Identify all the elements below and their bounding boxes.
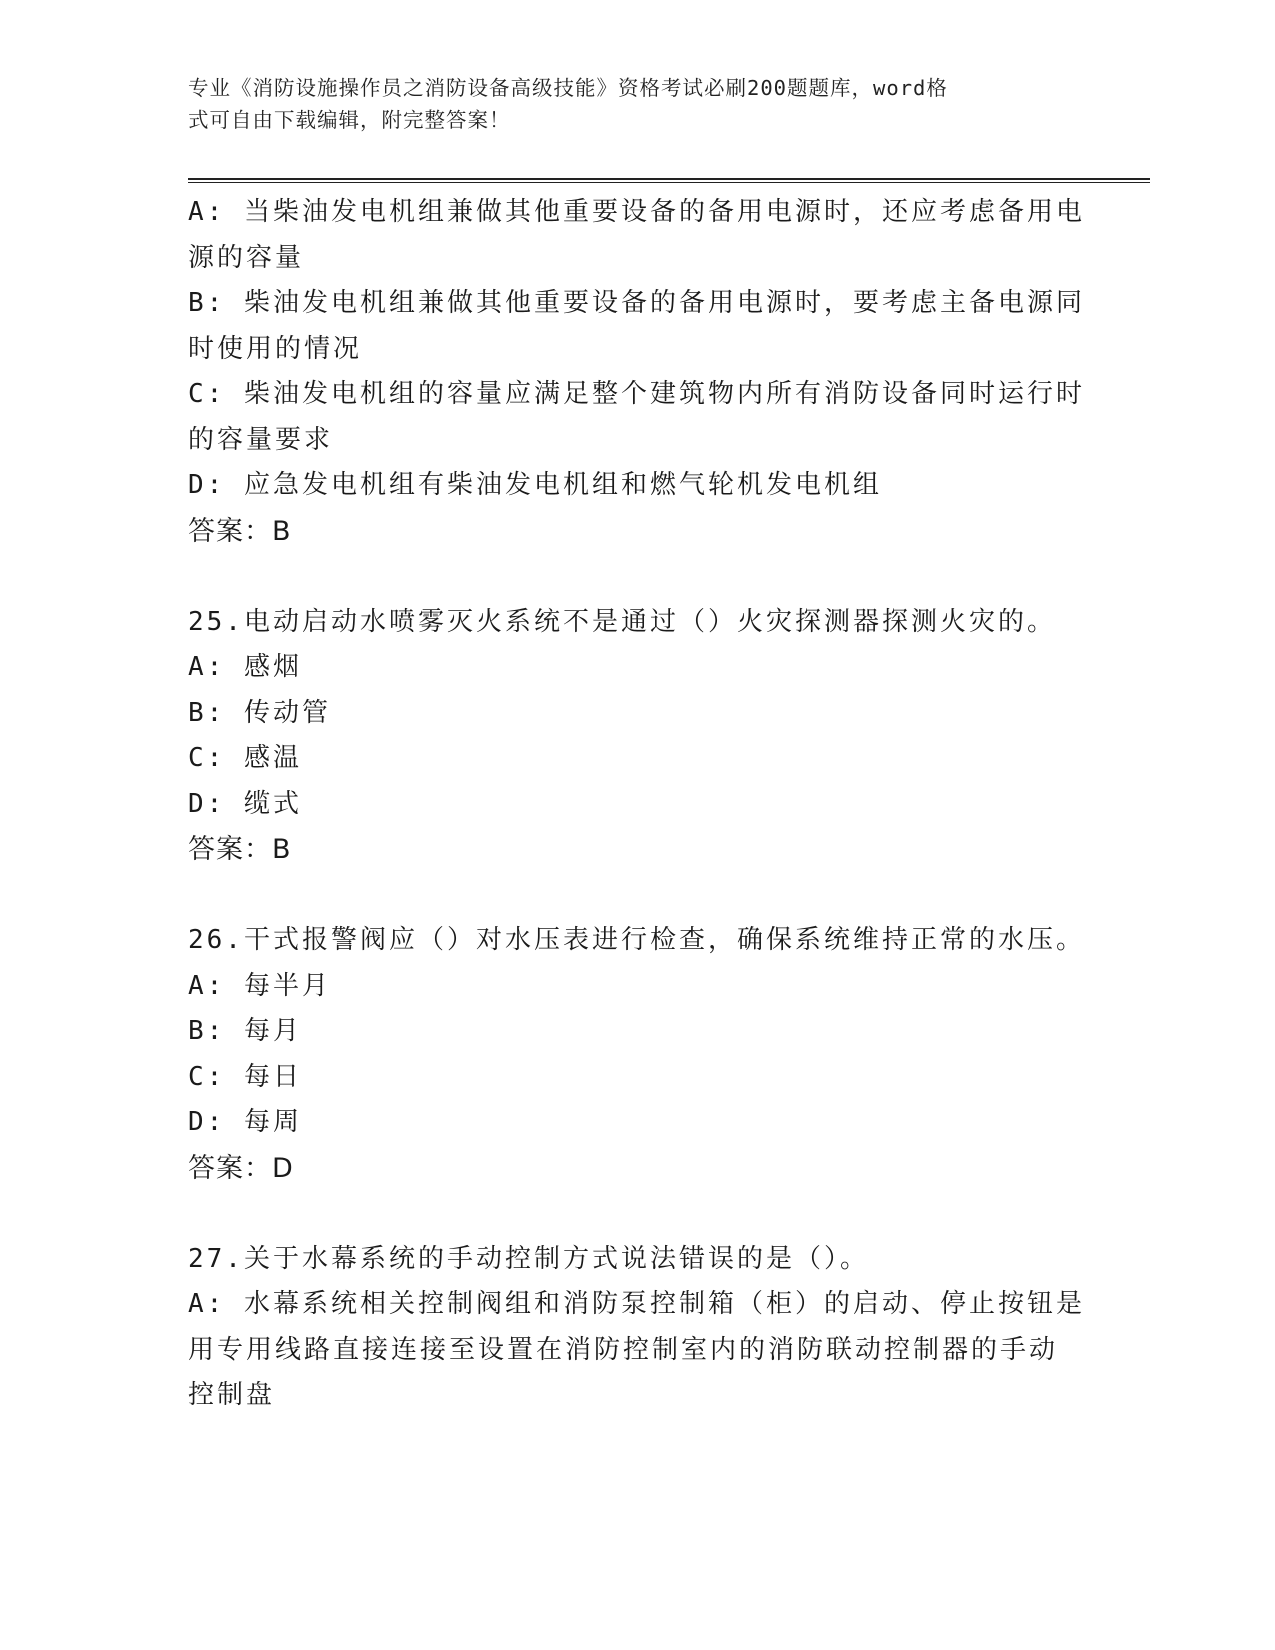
option-d: D: 缆式 (188, 788, 302, 819)
question-stem: 27.关于水幕系统的手动控制方式说法错误的是（）。 (188, 1243, 869, 1274)
spacer (188, 873, 1088, 919)
header-divider (188, 178, 1150, 183)
answer: 答案：D (188, 1152, 294, 1184)
spacer (188, 1191, 1088, 1237)
option-d: D: 应急发电机组有柴油发电机组和燃气轮机发电机组 (188, 470, 882, 500)
option-a-line-3: 控制盘 (188, 1380, 276, 1410)
header-line-1: 专业《消防设施操作员之消防设备高级技能》资格考试必刷200题题库，word格 (188, 76, 948, 100)
option-b-line-2: 时使用的情况 (188, 333, 363, 364)
question-25 (188, 600, 1088, 873)
option-c: C: 感温 (188, 743, 302, 773)
question-27 (188, 1237, 1088, 1419)
option-b: B: 每月 (188, 1016, 302, 1046)
question-24 (188, 190, 1088, 554)
option-a-line-2: 源的容量 (188, 242, 305, 273)
spacer (188, 554, 1088, 600)
question-26 (188, 918, 1088, 1191)
question-stem: 25.电动启动水喷雾灭火系统不是通过（）火灾探测器探测火灾的。 (188, 606, 1056, 637)
option-c-line-2: 的容量要求 (188, 424, 334, 455)
option-a: A: 每半月 (188, 970, 331, 1001)
option-a-line-1: A: 当柴油发电机组兼做其他重要设备的备用电源时，还应考虑备用电 (188, 197, 1085, 227)
header-line-2: 式可自由下载编辑，附完整答案！ (188, 108, 511, 132)
answer: 答案：B (188, 834, 292, 865)
option-b-line-1: B: 柴油发电机组兼做其他重要设备的备用电源时，要考虑主备电源同 (188, 288, 1085, 318)
answer: 答案：B (188, 515, 292, 547)
option-d: D: 每周 (188, 1107, 302, 1137)
option-c: C: 每日 (188, 1061, 302, 1092)
option-c-line-1: C: 柴油发电机组的容量应满足整个建筑物内所有消防设备同时运行时 (188, 379, 1085, 409)
option-b: B: 传动管 (188, 697, 331, 728)
option-a-line-2: 用专用线路直接连接至设置在消防控制室内的消防联动控制器的手动 (188, 1334, 1059, 1365)
question-stem: 26.干式报警阀应（）对水压表进行检查，确保系统维持正常的水压。 (188, 925, 1085, 955)
option-a-line-1: A: 水幕系统相关控制阀组和消防泵控制箱（柜）的启动、停止按钮是 (188, 1289, 1085, 1319)
option-a: A: 感烟 (188, 652, 302, 682)
question-list (188, 190, 1088, 1419)
document-header (188, 72, 1088, 136)
